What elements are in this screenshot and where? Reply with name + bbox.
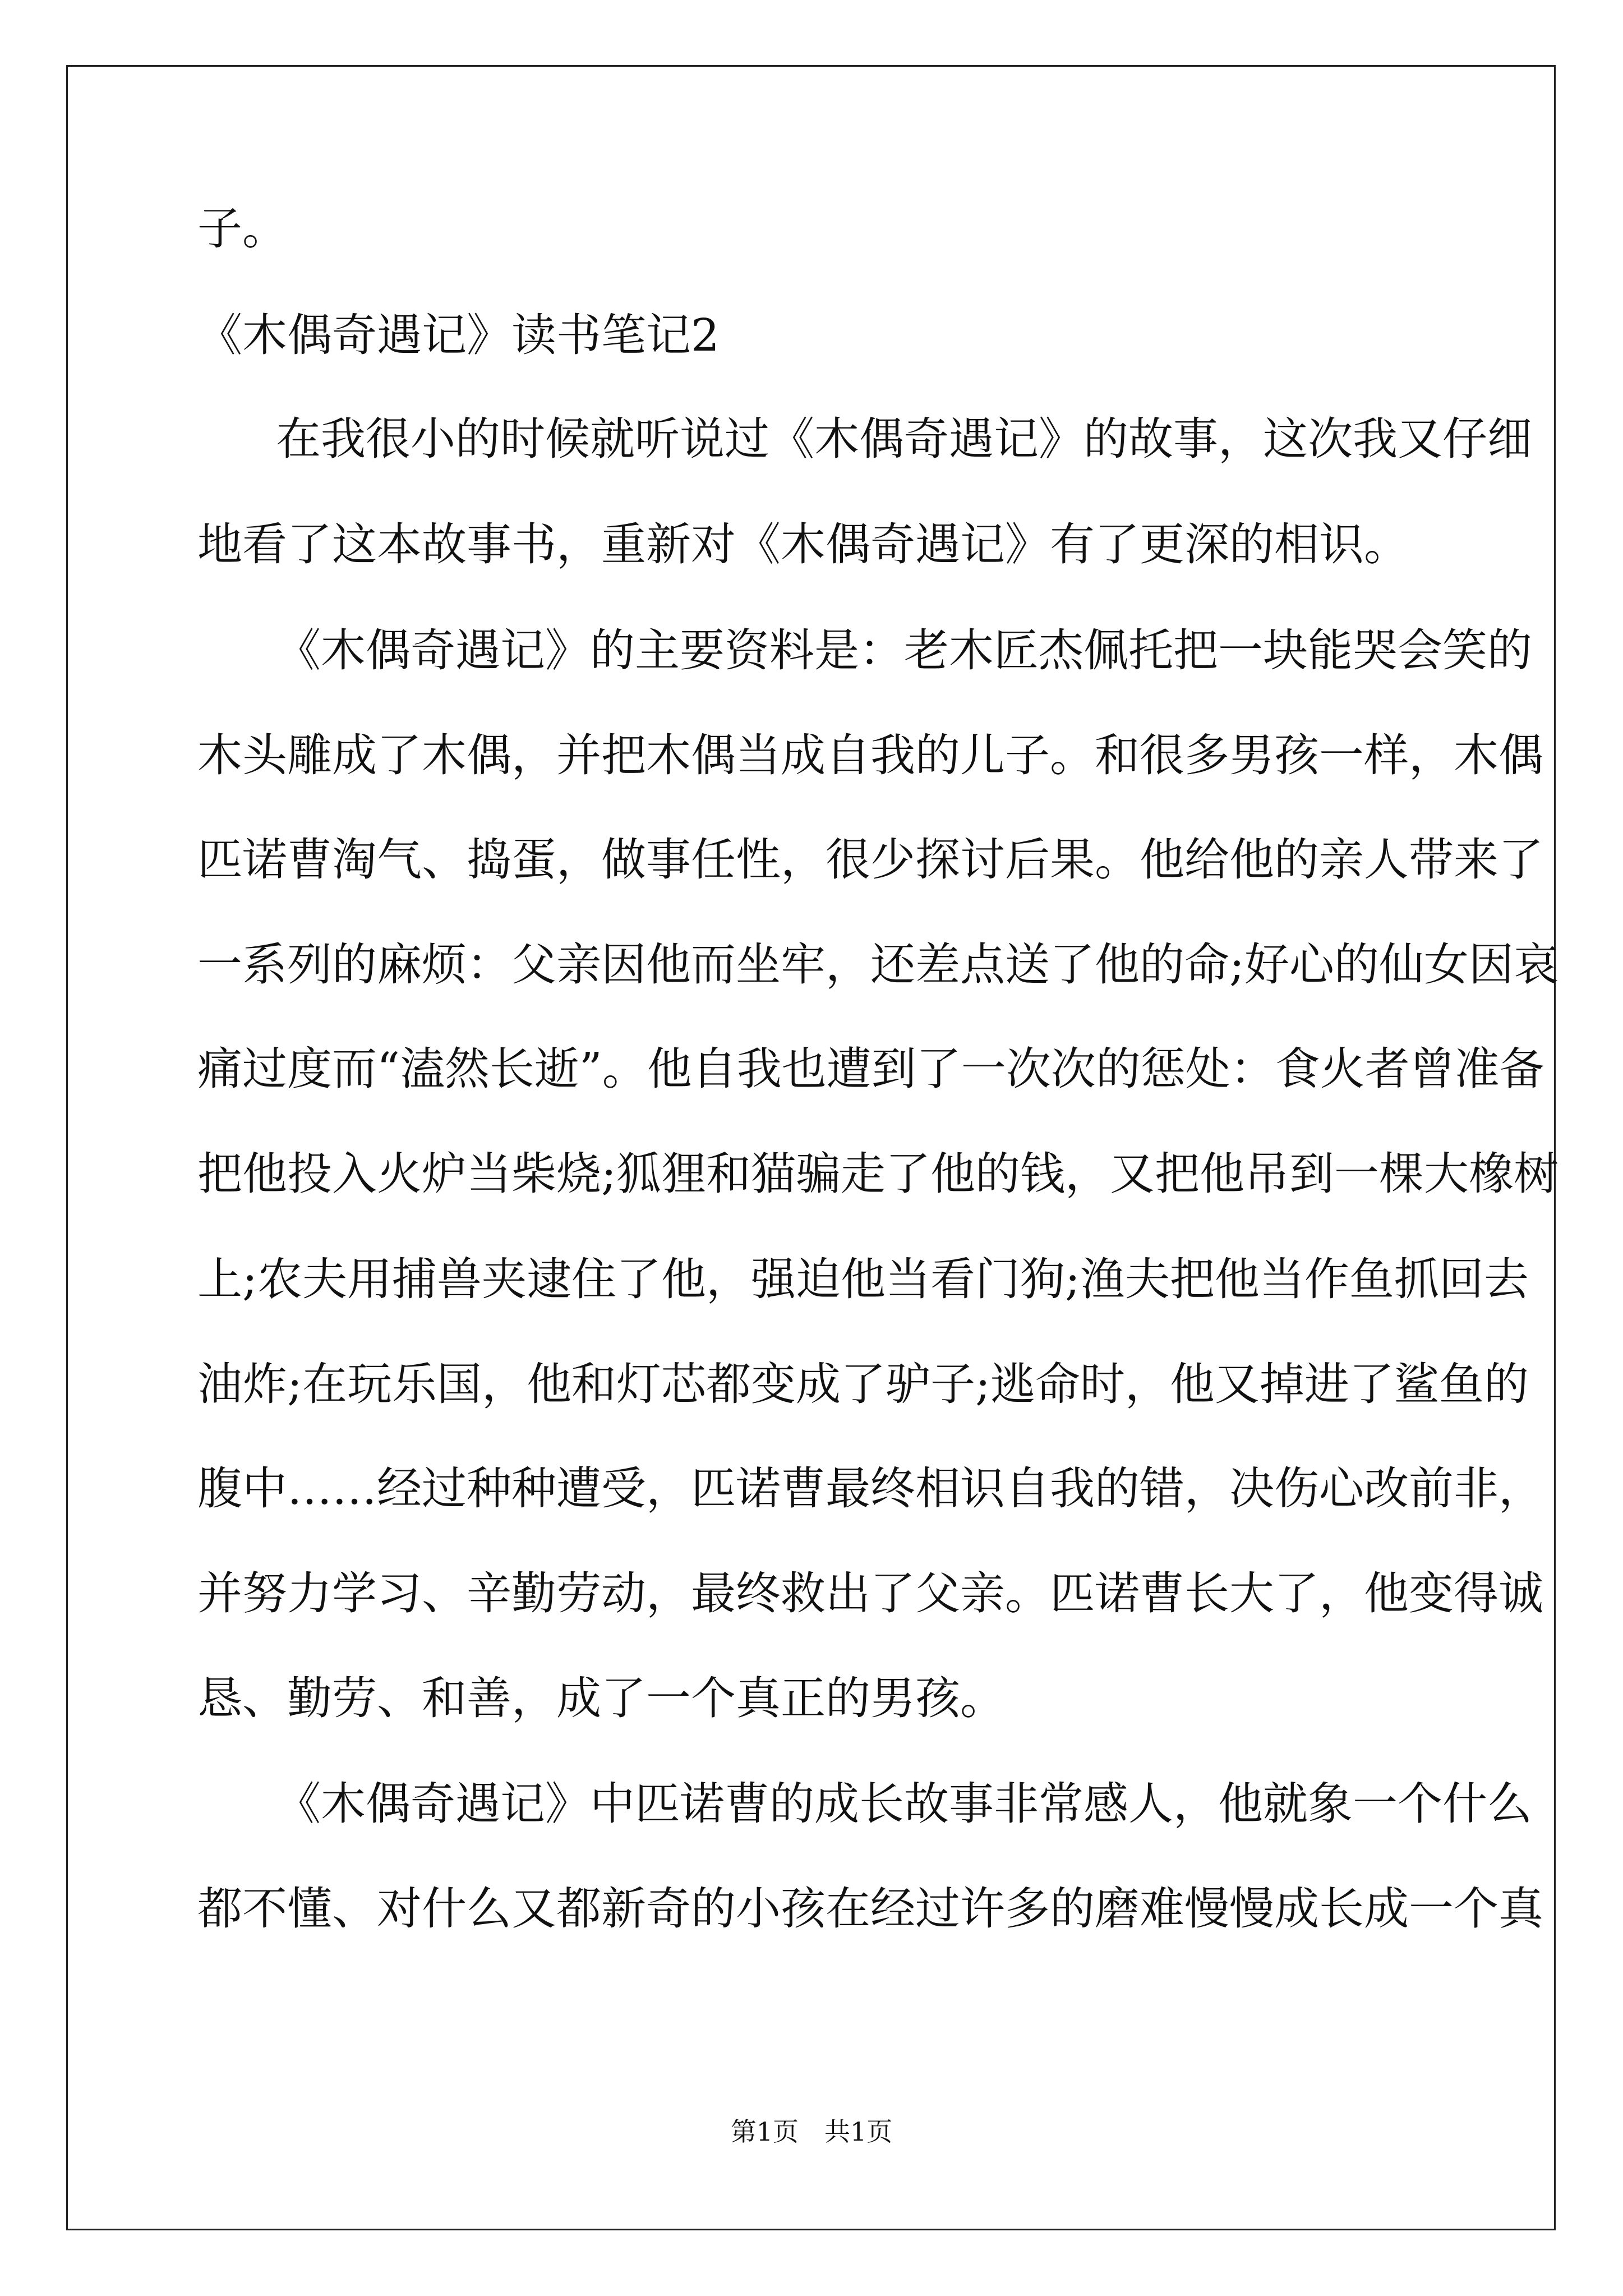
paragraph-2-line-7: 上;农夫用捕兽夹逮住了他，强迫他当看门狗;渔夫把他当作鱼抓回去 [197,1253,1529,1305]
text-line-1: 子。 [197,203,287,255]
paragraph-2-line-6: 把他投入火炉当柴烧;狐狸和猫骗走了他的钱，又把他吊到一棵大橡树 [197,1148,1559,1200]
section-heading: 《木偶奇遇记》读书笔记2 [197,309,720,361]
paragraph-2-line-8: 油炸;在玩乐国，他和灯芯都变成了驴子;逃命时，他又掉进了鲨鱼的 [197,1358,1529,1410]
paragraph-2-line-3: 匹诺曹淘气、捣蛋，做事任性，很少探讨后果。他给他的亲人带来了 [197,834,1543,886]
paragraph-2-line-9: 腹中……经过种种遭受，匹诺曹最终相识自我的错，决伤心改前非， [197,1462,1543,1515]
paragraph-3-line-1: 《木偶奇遇记》中匹诺曹的成长故事非常感人，他就象一个什么 [276,1778,1532,1830]
paragraph-2-line-10: 并努力学习、辛勤劳动，最终救出了父亲。匹诺曹长大了，他变得诚 [197,1567,1543,1619]
paragraph-3-line-2: 都不懂、对什么又都新奇的小孩在经过许多的磨难慢慢成长成一个真 [197,1883,1543,1935]
page-number-footer: 第1页 共1页 [730,2116,893,2147]
paragraph-2-line-1: 《木偶奇遇记》的主要资料是：老木匠杰佩托把一块能哭会笑的 [276,624,1532,677]
paragraph-1-line-2: 地看了这本故事书，重新对《木偶奇遇记》有了更深的相识。 [197,518,1409,570]
paragraph-1-line-1: 在我很小的时候就听说过《木偶奇遇记》的故事，这次我又仔细 [276,413,1532,465]
paragraph-2-line-2: 木头雕成了木偶，并把木偶当成自我的儿子。和很多男孩一样，木偶 [197,729,1543,781]
paragraph-2-line-11: 恳、勤劳、和善，成了一个真正的男孩。 [197,1672,1005,1724]
paragraph-2-line-5: 痛过度而“溘然长逝”。他自我也遭到了一次次的惩处：食火者曾准备 [197,1043,1544,1095]
paragraph-2-line-4: 一系列的麻烦：父亲因他而坐牢，还差点送了他的命;好心的仙女因哀 [197,938,1559,991]
